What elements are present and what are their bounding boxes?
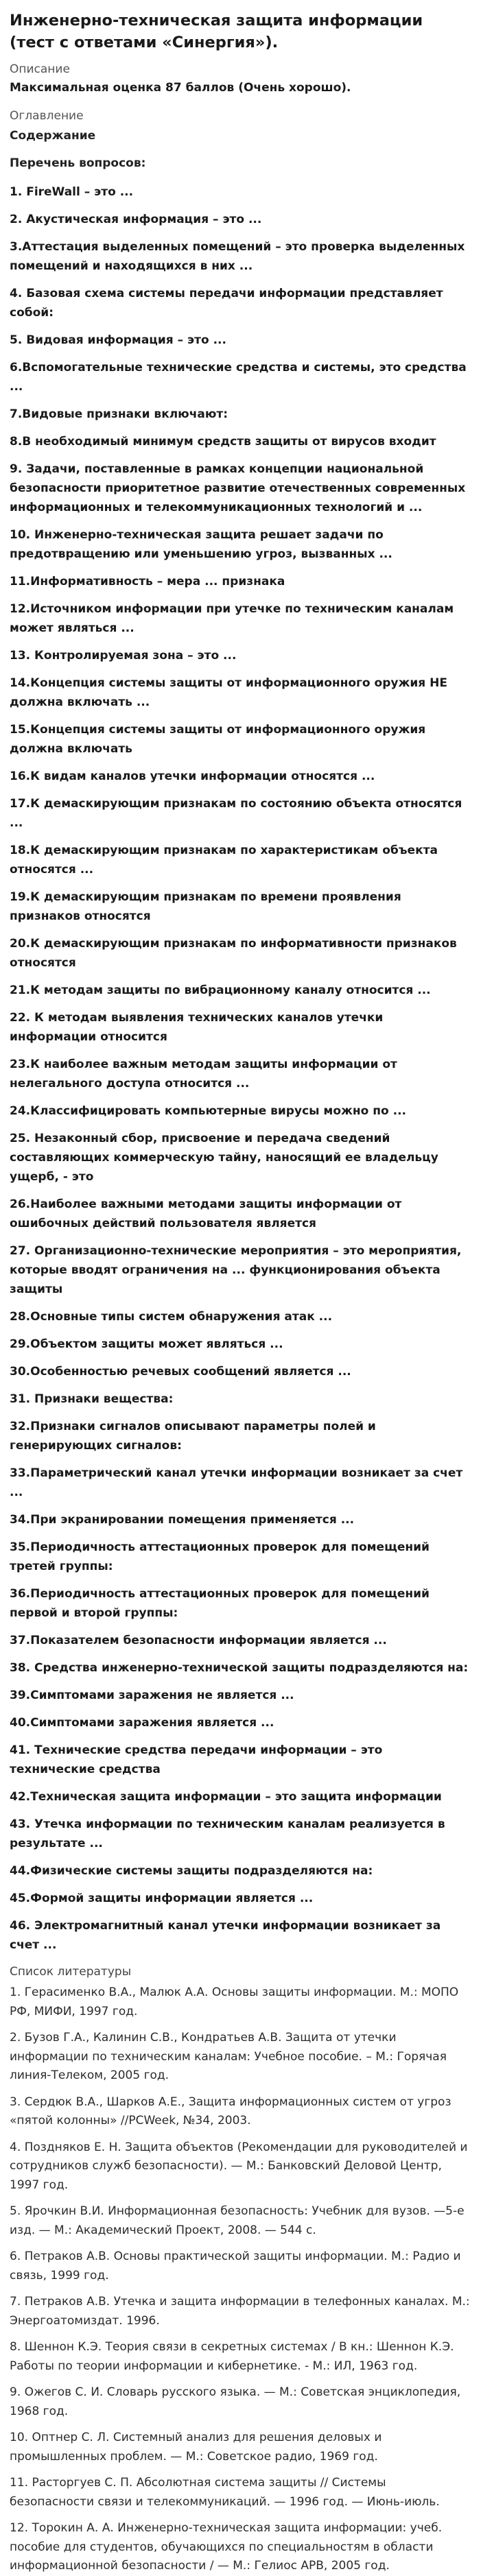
question-item: 36.Периодичность аттестационных проверок для помещений первой и второй группы: xyxy=(10,1587,430,1620)
reference-item: 7. Петраков А.В. Утечка и защита информации в телефонных каналах. М.: Энергоатомиздат. 1996. xyxy=(10,2295,470,2328)
question-item: 34.При экранировании помещения применяется ... xyxy=(10,1513,355,1527)
question-item: 8.В необходимый минимум средств защиты от вирусов входит xyxy=(10,435,436,449)
question-item: 2. Акустическая информация – это ... xyxy=(10,213,262,226)
question-item: 11.Информативность – мера ... признака xyxy=(10,575,285,588)
references-list xyxy=(10,1983,471,2576)
question-item: 19.К демаскирующим признакам по времени проявления признаков относятся xyxy=(10,890,401,923)
document-title: Инженерно-техническая защита информации (тест с ответами «Синергия»). xyxy=(10,12,423,51)
question-item: 29.Объектом защиты может являться ... xyxy=(10,1337,283,1351)
question-item: 23.К наиболее важным методам защиты информации от нелегального доступа относится ... xyxy=(10,1058,397,1090)
max-score-text: Максимальная оценка 87 баллов (Очень хорошо). xyxy=(10,81,351,95)
question-item: 30.Особенностью речевых сообщений является ... xyxy=(10,1365,351,1379)
reference-item: 6. Петраков А.В. Основы практической защиты информации. М.: Радио и связь, 1999 год. xyxy=(10,2250,461,2282)
question-item: 33.Параметрический канал утечки информации возникает за счет ... xyxy=(10,1466,463,1499)
question-item: 26.Наиболее важными методами защиты информации от ошибочных действий пользователя является xyxy=(10,1197,402,1230)
question-item: 12.Источником информации при утечке по техническим каналам может являться ... xyxy=(10,602,454,635)
question-item: 37.Показателем безопасности информации является ... xyxy=(10,1634,387,1647)
reference-item: 5. Ярочкин В.И. Информационная безопасность: Учебник для вузов. —5-е изд. — М.: Академический Проект, 2008. — 544 с. xyxy=(10,2204,465,2237)
question-item: 15.Концепция системы защиты от информационного оружия должна включать xyxy=(10,723,426,756)
reference-item: 10. Оптнер С. Л. Системный анализ для решения деловых и промышленных проблем. — М.: Советское радио, 1969 год. xyxy=(10,2431,382,2464)
question-item: 9. Задачи, поставленные в рамках концепции национальной безопасности приоритетное развитие отечественных современных информационных и телекоммуникационных технологий и ... xyxy=(10,462,466,514)
reference-item: 9. Ожегов С. И. Словарь русского языка. — М.: Советская энциклопедия, 1968 год. xyxy=(10,2385,461,2418)
questions-list xyxy=(10,182,471,1955)
question-item: 31. Признаки вещества: xyxy=(10,1392,174,1406)
question-item: 28.Основные типы систем обнаружения атак ... xyxy=(10,1310,333,1324)
question-item: 46. Электромагнитный канал утечки информации возникает за счет ... xyxy=(10,1919,441,1952)
reference-item: 2. Бузов Г.А., Калинин С.В., Кондратьев А.В. Защита от утечки информации по техническим каналам: Учебное пособие. – М.: Горячая линия-Телеком, 2005 год. xyxy=(10,2031,447,2082)
question-item: 42.Техническая защита информации – это защита информации xyxy=(10,1790,442,1804)
question-item: 17.К демаскирующим признакам по состоянию объекта относятся ... xyxy=(10,797,462,830)
question-item: 25. Незаконный сбор, присвоение и передача сведений составляющих коммерческую тайну, наносящий ее владельцу ущерб, - это xyxy=(10,1132,438,1184)
question-item: 45.Формой защиты информации является ... xyxy=(10,1892,314,1905)
question-item: 32.Признаки сигналов описывают параметры полей и генерирующих сигналов: xyxy=(10,1420,376,1453)
question-item: 35.Периодичность аттестационных проверок для помещений третей группы: xyxy=(10,1540,430,1573)
question-item: 40.Симптомами заражения является ... xyxy=(10,1716,274,1730)
question-item: 21.К методам защиты по вибрационному каналу относится ... xyxy=(10,983,431,997)
question-item: 22. К методам выявления технических каналов утечки информации относится xyxy=(10,1011,384,1044)
contents-heading: Содержание xyxy=(10,129,96,143)
reference-item: 8. Шеннон К.Э. Теория связи в секретных системах / В кн.: Шеннон К.Э. Работы по теории информации и кибернетике. - М.: ИЛ, 1963 год. xyxy=(10,2340,454,2373)
reference-item: 4. Поздняков Е. Н. Защита объектов (Рекомендации для руководителей и сотрудников служб безопасности). — М.: Банковский Деловой Центр, 1997 год. xyxy=(10,2140,468,2192)
question-item: 7.Видовые признаки включают: xyxy=(10,407,228,421)
question-item: 5. Видовая информация – это ... xyxy=(10,333,226,347)
question-item: 3.Аттестация выделенных помещений – это проверка выделенных помещений и находящихся в них ... xyxy=(10,240,465,273)
question-item: 6.Вспомогательные технические средства и системы, это средства ... xyxy=(10,361,467,394)
question-item: 20.К демаскирующим признакам по информативности признаков относятся xyxy=(10,937,457,970)
description-label: Описание xyxy=(10,62,70,76)
question-item: 44.Физические системы защиты подразделяются на: xyxy=(10,1864,373,1878)
question-item: 16.К видам каналов утечки информации относятся ... xyxy=(10,770,375,783)
question-item: 18.К демаскирующим признакам по характеристикам объекта относятся ... xyxy=(10,844,438,876)
question-item: 1. FireWall – это ... xyxy=(10,185,134,199)
reference-item: 11. Расторгуев С. П. Абсолютная система защиты // Системы безопасности связи и телекоммуникаций. — 1996 год. — Июнь-июль. xyxy=(10,2476,440,2509)
question-item: 43. Утечка информации по техническим каналам реализуется в результате ... xyxy=(10,1817,445,1850)
literature-heading: Список литературы xyxy=(10,1965,132,1979)
question-item: 13. Контролируемая зона – это ... xyxy=(10,649,237,663)
reference-item: 12. Торокин А. А. Инженерно-техническая защита информации: учеб. пособие для студентов, обучающихся по специальностям в области информационной безопасности / — М.: Гелиос АРВ, 2005 год. xyxy=(10,2521,443,2573)
question-item: 38. Средства инженерно-технической защиты подразделяются на: xyxy=(10,1661,469,1675)
question-item: 4. Базовая схема системы передачи информации представляет собой: xyxy=(10,287,443,320)
question-item: 10. Инженерно-техническая защита решает задачи по предотвращению или уменьшению угроз, вызванных ... xyxy=(10,528,392,561)
reference-item: 1. Герасименко В.А., Малюк А.А. Основы защиты информации. М.: МОПО РФ, МИФИ, 1997 год. xyxy=(10,1985,459,2018)
question-item: 24.Классифицировать компьютерные вирусы можно по ... xyxy=(10,1104,406,1118)
reference-item: 3. Сердюк В.А., Шарков А.Е., Защита информационных систем от угроз «пятой колонны» //PCWeek, №34, 2003. xyxy=(10,2095,451,2127)
question-item: 41. Технические средства передачи информации – это технические средства xyxy=(10,1743,383,1776)
toc-label: Оглавление xyxy=(10,109,84,123)
question-item: 39.Симптомами заражения не является ... xyxy=(10,1689,294,1702)
questions-heading: Перечень вопросов: xyxy=(10,156,146,170)
question-item: 27. Организационно-технические мероприятия – это мероприятия, которые вводят ограничения на ... функционирования объекта защиты xyxy=(10,1244,462,1296)
question-item: 14.Концепция системы защиты от информационного оружия НЕ должна включать ... xyxy=(10,676,447,709)
